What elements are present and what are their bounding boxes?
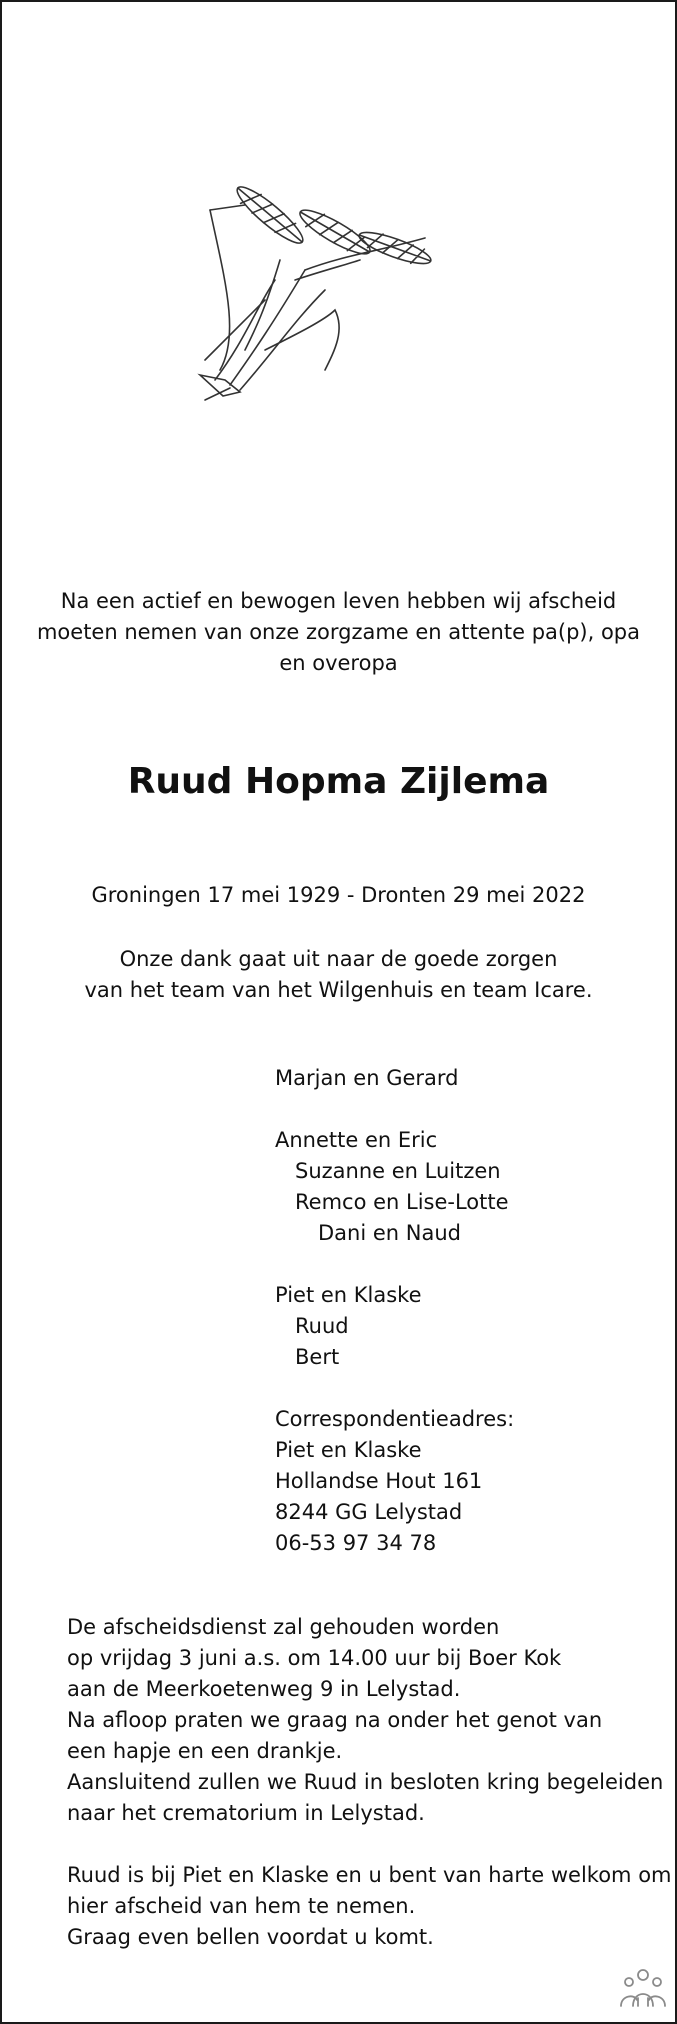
correspondence-phone: 06-53 97 34 78 (275, 1531, 437, 1555)
correspondence-label: Correspondentieadres: (275, 1407, 515, 1431)
visit-line: Graag even bellen voordat u komt. (67, 1925, 434, 1949)
family-member: Bert (295, 1345, 340, 1369)
family-member: Annette en Eric (275, 1128, 438, 1152)
correspondence-line: 8244 GG Lelystad (275, 1500, 463, 1524)
correspondence-line: Piet en Klaske (275, 1438, 422, 1462)
wheat-sheaf-icon (185, 160, 505, 430)
service-info (67, 1612, 672, 1953)
family-member: Ruud (295, 1314, 349, 1338)
thanks-line: van het team van het Wilgenhuis en team Icare. (84, 978, 593, 1002)
family-member: Piet en Klaske (275, 1283, 422, 1307)
thanks-text (0, 944, 677, 1006)
family-member: Dani en Naud (318, 1221, 461, 1245)
visit-line: hier afscheid van hem te nemen. (67, 1894, 416, 1918)
service-line: De afscheidsdienst zal gehouden worden (67, 1615, 500, 1639)
family-list (275, 1063, 514, 1559)
family-member: Suzanne en Luitzen (295, 1159, 501, 1183)
service-line: Na afloop praten we graag na onder het genot van (67, 1708, 603, 1732)
life-dates: Groningen 17 mei 1929 - Dronten 29 mei 2022 (91, 883, 586, 907)
people-group-logo-icon (618, 1968, 668, 2010)
family-member: Remco en Lise-Lotte (295, 1190, 509, 1214)
correspondence-line: Hollandse Hout 161 (275, 1469, 483, 1493)
intro-line: Na een actief en bewogen leven hebben wij afscheid (60, 589, 617, 613)
intro-line: moeten nemen van onze zorgzame en attente pa(p), opa (36, 620, 641, 644)
thanks-line: Onze dank gaat uit naar de goede zorgen (119, 947, 558, 971)
intro-line: en overopa (279, 651, 398, 675)
service-line: Aansluitend zullen we Ruud in besloten kring begeleiden (67, 1770, 664, 1794)
deceased-name: Ruud Hopma Zijlema (127, 761, 550, 802)
intro-text (0, 586, 677, 679)
visit-line: Ruud is bij Piet en Klaske en u bent van harte welkom om (67, 1863, 672, 1887)
service-line: aan de Meerkoetenweg 9 in Lelystad. (67, 1677, 461, 1701)
family-member: Marjan en Gerard (275, 1066, 459, 1090)
service-line: naar het crematorium in Lelystad. (67, 1801, 425, 1825)
service-line: een hapje en een drankje. (67, 1739, 343, 1763)
service-line: op vrijdag 3 juni a.s. om 14.00 uur bij Boer Kok (67, 1646, 562, 1670)
